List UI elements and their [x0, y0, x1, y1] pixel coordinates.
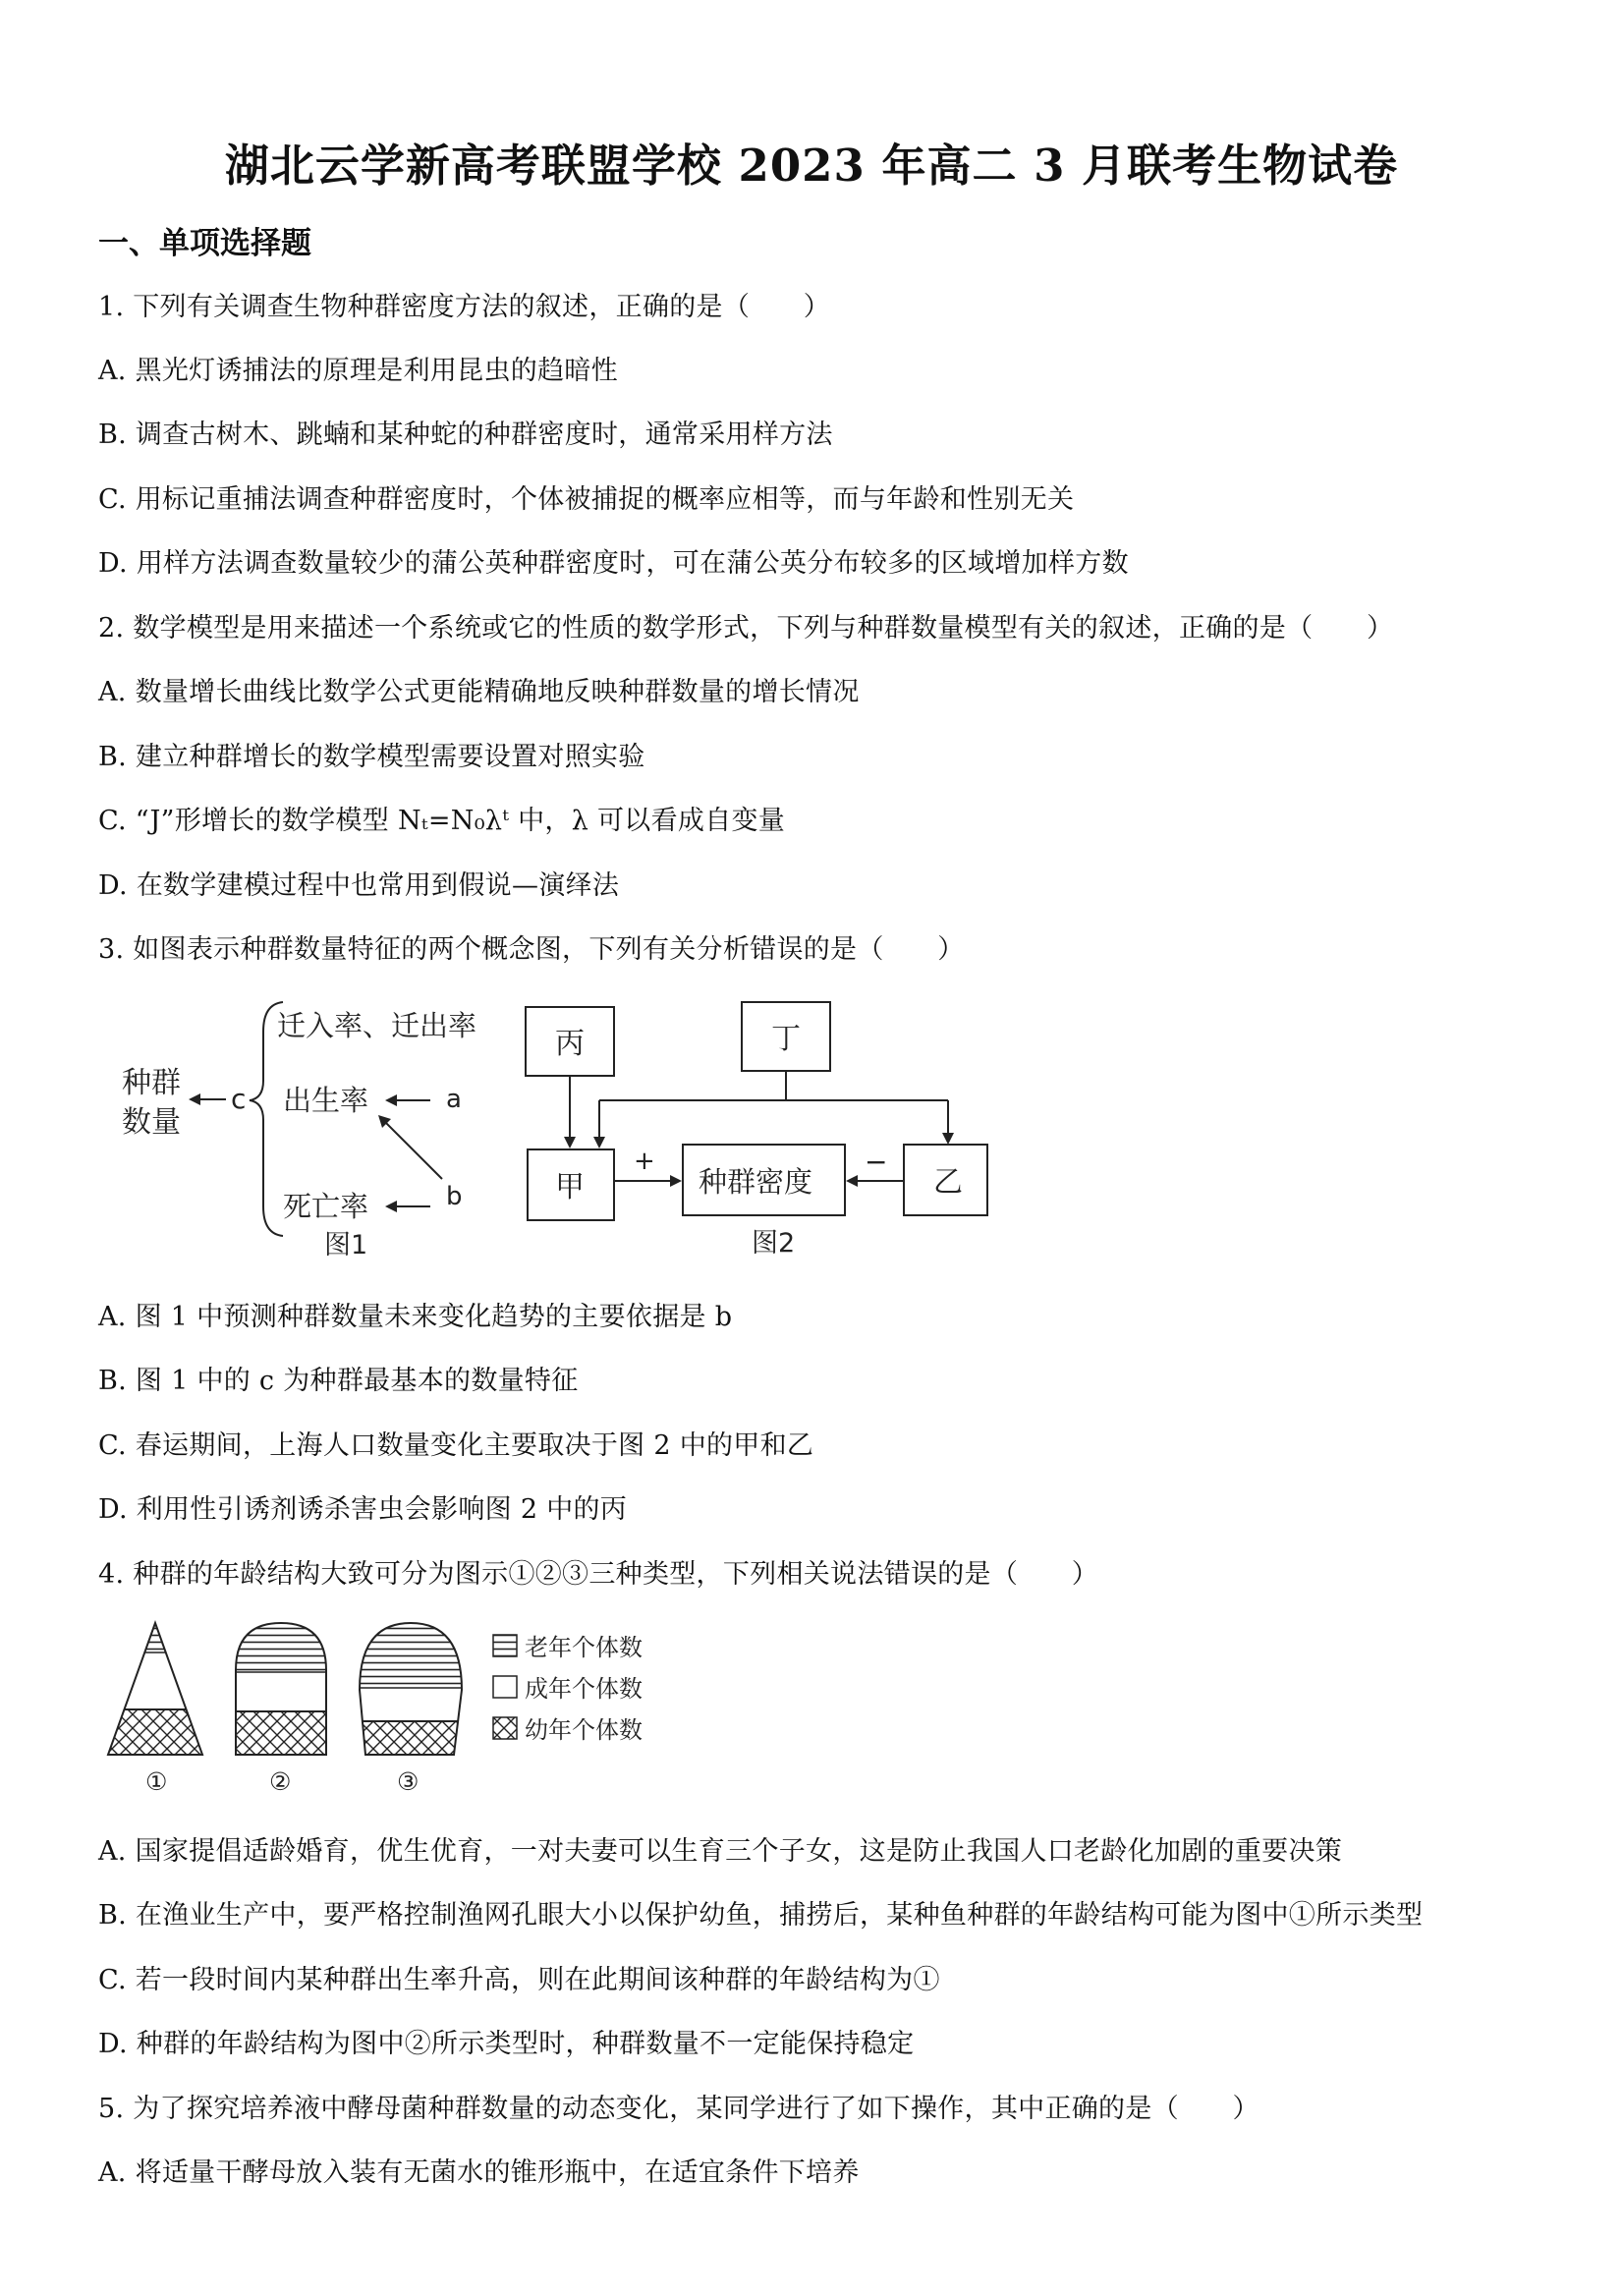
- question-2-option-d: D. 在数学建模过程中也常用到假说—演绎法: [98, 870, 620, 901]
- fig2-density-label: 种群密度: [699, 1165, 813, 1199]
- question-5-option-a: A. 将适量干酵母放入装有无菌水的锥形瓶中，在适宜条件下培养: [98, 2157, 860, 2188]
- legend-young-swatch: [493, 1717, 517, 1739]
- question-3-stem: 3. 如图表示种群数量特征的两个概念图，下列有关分析错误的是（ ）: [98, 934, 965, 965]
- fig2-bing-label: 丙: [555, 1027, 585, 1061]
- question-4-option-d: D. 种群的年龄结构为图中②所示类型时，种群数量不一定能保持稳定: [98, 2029, 915, 2059]
- legend-adult-label: 成年个体数: [525, 1675, 643, 1703]
- question-1-option-a: A. 黑光灯诱捕法的原理是利用昆虫的趋暗性: [98, 356, 618, 386]
- question-1-option-c: C. 用标记重捕法调查种群密度时，个体被捕捉的概率应相等，而与年龄和性别无关: [98, 484, 1075, 515]
- fig1-arrow-b-to-birth: [383, 1120, 442, 1179]
- question-1-stem: 1. 下列有关调查生物种群密度方法的叙述，正确的是（ ）: [98, 292, 831, 322]
- fig2-arrowhead-jia-density: [670, 1175, 682, 1187]
- figure-1-diagram: [118, 992, 511, 1267]
- question-3-option-c: C. 春运期间，上海人口数量变化主要取决于图 2 中的甲和乙: [98, 1430, 814, 1461]
- question-4-option-a: A. 国家提倡适龄婚育，优生优育，一对夫妻可以生育三个子女，这是防止我国人口老龄化加剧的重要决策: [98, 1836, 1343, 1867]
- fig2-yi-label: 乙: [933, 1165, 963, 1200]
- fig1-birth-rate-label: 出生率: [283, 1084, 369, 1117]
- fig2-arrowhead-bing-jia: [564, 1137, 576, 1148]
- fig1-arrowhead-a: [385, 1094, 397, 1106]
- question-2-option-b: B. 建立种群增长的数学模型需要设置对照实验: [98, 742, 645, 772]
- fig1-population-label-2: 数量: [122, 1105, 181, 1140]
- section-heading: 一、单项选择题: [98, 226, 311, 261]
- question-3-option-d: D. 利用性引诱剂诱杀害虫会影响图 2 中的丙: [98, 1494, 628, 1525]
- question-4-stem: 4. 种群的年龄结构大致可分为图示①②③三种类型，下列相关说法错误的是（ ）: [98, 1559, 1099, 1590]
- fig1-arrowhead-b-death: [385, 1201, 397, 1212]
- fig2-arrowhead-to-jia: [593, 1137, 605, 1148]
- question-2-option-a: A. 数量增长曲线比数学公式更能精确地反映种群数量的增长情况: [98, 677, 860, 707]
- fig1-arrowhead-population: [189, 1093, 200, 1105]
- pyramid-3-label: ③: [397, 1767, 420, 1796]
- fig2-jia-label: 甲: [555, 1170, 585, 1204]
- figure-2-diagram: [516, 992, 1007, 1267]
- question-5-stem: 5. 为了探究培养液中酵母菌种群数量的动态变化，某同学进行了如下操作，其中正确的是（ ）: [98, 2094, 1259, 2124]
- fig1-caption: 图1: [324, 1230, 368, 1260]
- fig1-death-rate-label: 死亡率: [283, 1190, 369, 1223]
- legend-young-label: 幼年个体数: [525, 1716, 643, 1744]
- question-3-option-b: B. 图 1 中的 c 为种群最基本的数量特征: [98, 1366, 579, 1396]
- age-legend: [493, 1634, 643, 1744]
- fig2-arrowhead-to-yi: [942, 1133, 954, 1145]
- fig1-c-label: c: [231, 1083, 247, 1115]
- fig2-caption: 图2: [752, 1228, 796, 1259]
- fig2-plus-sign: +: [634, 1147, 655, 1176]
- question-4-option-c: C. 若一段时间内某种群出生率升高，则在此期间该种群的年龄结构为①: [98, 1965, 940, 1995]
- question-1-option-b: B. 调查古树木、跳蝻和某种蛇的种群密度时，通常采用样方法: [98, 420, 833, 450]
- age-structure-figure: [98, 1611, 688, 1803]
- fig1-migration-label: 迁入率、迁出率: [277, 1009, 477, 1042]
- age-pyramid-1: [98, 1611, 216, 1759]
- question-2-stem: 2. 数学模型是用来描述一个系统或它的性质的数学形式，下列与种群数量模型有关的叙述，正确的是（ ）: [98, 613, 1394, 644]
- pyramid-2-label: ②: [269, 1767, 292, 1796]
- fig2-arrowhead-yi-density: [846, 1175, 858, 1187]
- question-2-option-c: C. “J”形增长的数学模型 Nₜ=N₀λᵗ 中，λ 可以看成自变量: [98, 806, 786, 836]
- legend-old-swatch: [493, 1635, 517, 1656]
- question-1-option-d: D. 用样方法调查数量较少的蒲公英种群密度时，可在蒲公英分布较多的区域增加样方数: [98, 548, 1129, 579]
- fig1-a-label: a: [446, 1085, 462, 1114]
- legend-adult-swatch: [493, 1676, 517, 1698]
- question-4-option-b: B. 在渔业生产中，要严格控制渔网孔眼大小以保护幼鱼，捕捞后，某种鱼种群的年龄结构可能为图中①所示类型: [98, 1900, 1424, 1931]
- pyramid-1-label: ①: [145, 1767, 168, 1796]
- fig2-ding-label: 丁: [771, 1022, 801, 1056]
- age-pyramid-3: [354, 1611, 472, 1761]
- fig1-population-label-1: 种群: [122, 1066, 181, 1100]
- page-title: 湖北云学新高考联盟学校 2023 年高二 3 月联考生物试卷: [224, 140, 1399, 192]
- question-3-option-a: A. 图 1 中预测种群数量未来变化趋势的主要依据是 b: [98, 1302, 733, 1332]
- fig1-b-label: b: [446, 1182, 463, 1211]
- legend-old-label: 老年个体数: [525, 1634, 643, 1661]
- fig2-minus-sign: −: [865, 1146, 888, 1178]
- age-pyramid-2: [226, 1611, 334, 1761]
